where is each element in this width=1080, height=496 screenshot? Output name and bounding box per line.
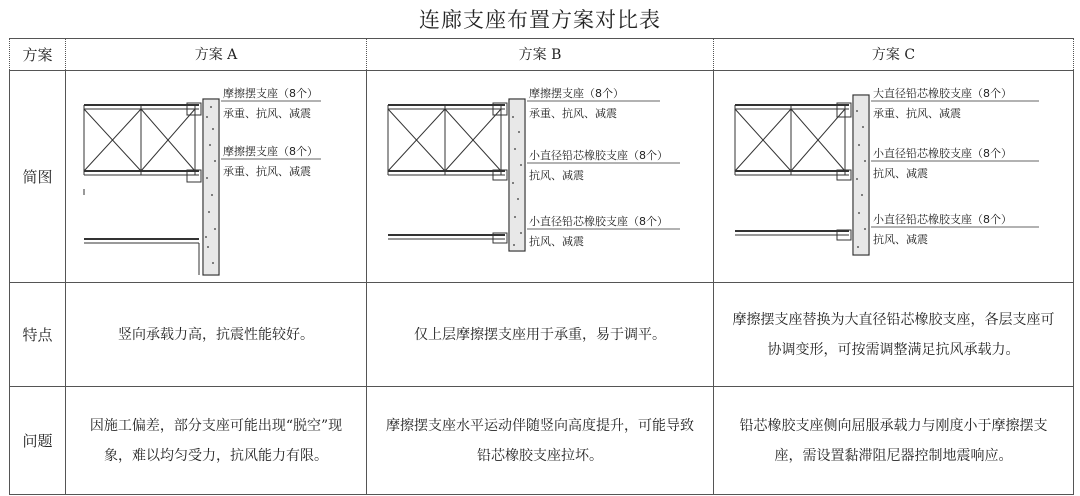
problem-scheme-b (367, 387, 714, 495)
problem-text-b: 摩擦摆支座水平运动伴随竖向高度提升，可能导致铅芯橡胶支座拉坏。 (386, 417, 694, 464)
bearing-layout-diagram-c (719, 77, 1069, 277)
features-row (10, 283, 1074, 387)
label-c2-desc: 抗风、减震 (872, 166, 928, 180)
label-a1-desc: 承重、抗风、减震 (223, 106, 311, 120)
label-c1-name: 大直径铅芯橡胶支座（8个） (872, 86, 1012, 100)
diagram-scheme-b (367, 71, 714, 283)
header-scheme-a: 方案 A (66, 39, 367, 71)
label-c3-desc: 抗风、减震 (872, 232, 928, 246)
row-label-diagram: 简图 (10, 71, 66, 283)
table-title: 连廊支座布置方案对比表 (419, 8, 661, 32)
label-b1-name: 摩擦摆支座（8个） (529, 86, 624, 100)
diagram-scheme-c (714, 71, 1074, 283)
bearing-layout-diagram-b (370, 77, 710, 277)
row-label-problems: 问题 (10, 387, 66, 495)
feature-text-a: 竖向承载力高，抗震性能较好。 (118, 326, 314, 343)
feature-text-b: 仅上层摩擦摆支座用于承重，易于调平。 (414, 326, 666, 343)
bearing-layout-diagram-a (66, 77, 366, 277)
label-b1-desc: 承重、抗风、减震 (529, 106, 617, 120)
label-c3-name: 小直径铅芯橡胶支座（8个） (872, 212, 1012, 226)
feature-scheme-a (66, 283, 367, 387)
label-a2-desc: 承重、抗风、减震 (223, 164, 311, 178)
header-scheme-c: 方案 C (714, 39, 1074, 71)
diagram-row (10, 71, 1074, 283)
header-scheme: 方案 (10, 39, 66, 71)
label-a2-name: 摩擦摆支座（8个） (223, 144, 318, 158)
label-c1-desc: 承重、抗风、减震 (872, 106, 961, 120)
feature-scheme-b (367, 283, 714, 387)
feature-text-c: 摩擦摆支座替换为大直径铅芯橡胶支座，各层支座可协调变形，可按需调整满足抗风承载力。 (732, 311, 1055, 358)
header-row (10, 39, 1074, 71)
problems-row (10, 387, 1074, 495)
row-label-features: 特点 (10, 283, 66, 387)
label-b2-desc: 抗风、减震 (529, 168, 584, 182)
problem-text-c: 铅芯橡胶支座侧向屈服承载力与刚度小于摩擦摆支座，需设置黏滞阻尼器控制地震响应。 (739, 417, 1048, 464)
comparison-table (9, 38, 1074, 495)
label-b3-name: 小直径铅芯橡胶支座（8个） (529, 214, 668, 228)
feature-scheme-c (714, 283, 1074, 387)
problem-scheme-c (714, 387, 1074, 495)
label-a1-name: 摩擦摆支座（8个） (223, 86, 318, 100)
header-scheme-b: 方案 B (367, 39, 714, 71)
label-b2-name: 小直径铅芯橡胶支座（8个） (529, 148, 668, 162)
diagram-scheme-a (66, 71, 367, 283)
problem-scheme-a (66, 387, 367, 495)
label-b3-desc: 抗风、减震 (529, 234, 584, 248)
label-c2-name: 小直径铅芯橡胶支座（8个） (872, 146, 1012, 160)
problem-text-a: 因施工偏差，部分支座可能出现“脱空”现象，难以均匀受力，抗风能力有限。 (89, 417, 343, 464)
